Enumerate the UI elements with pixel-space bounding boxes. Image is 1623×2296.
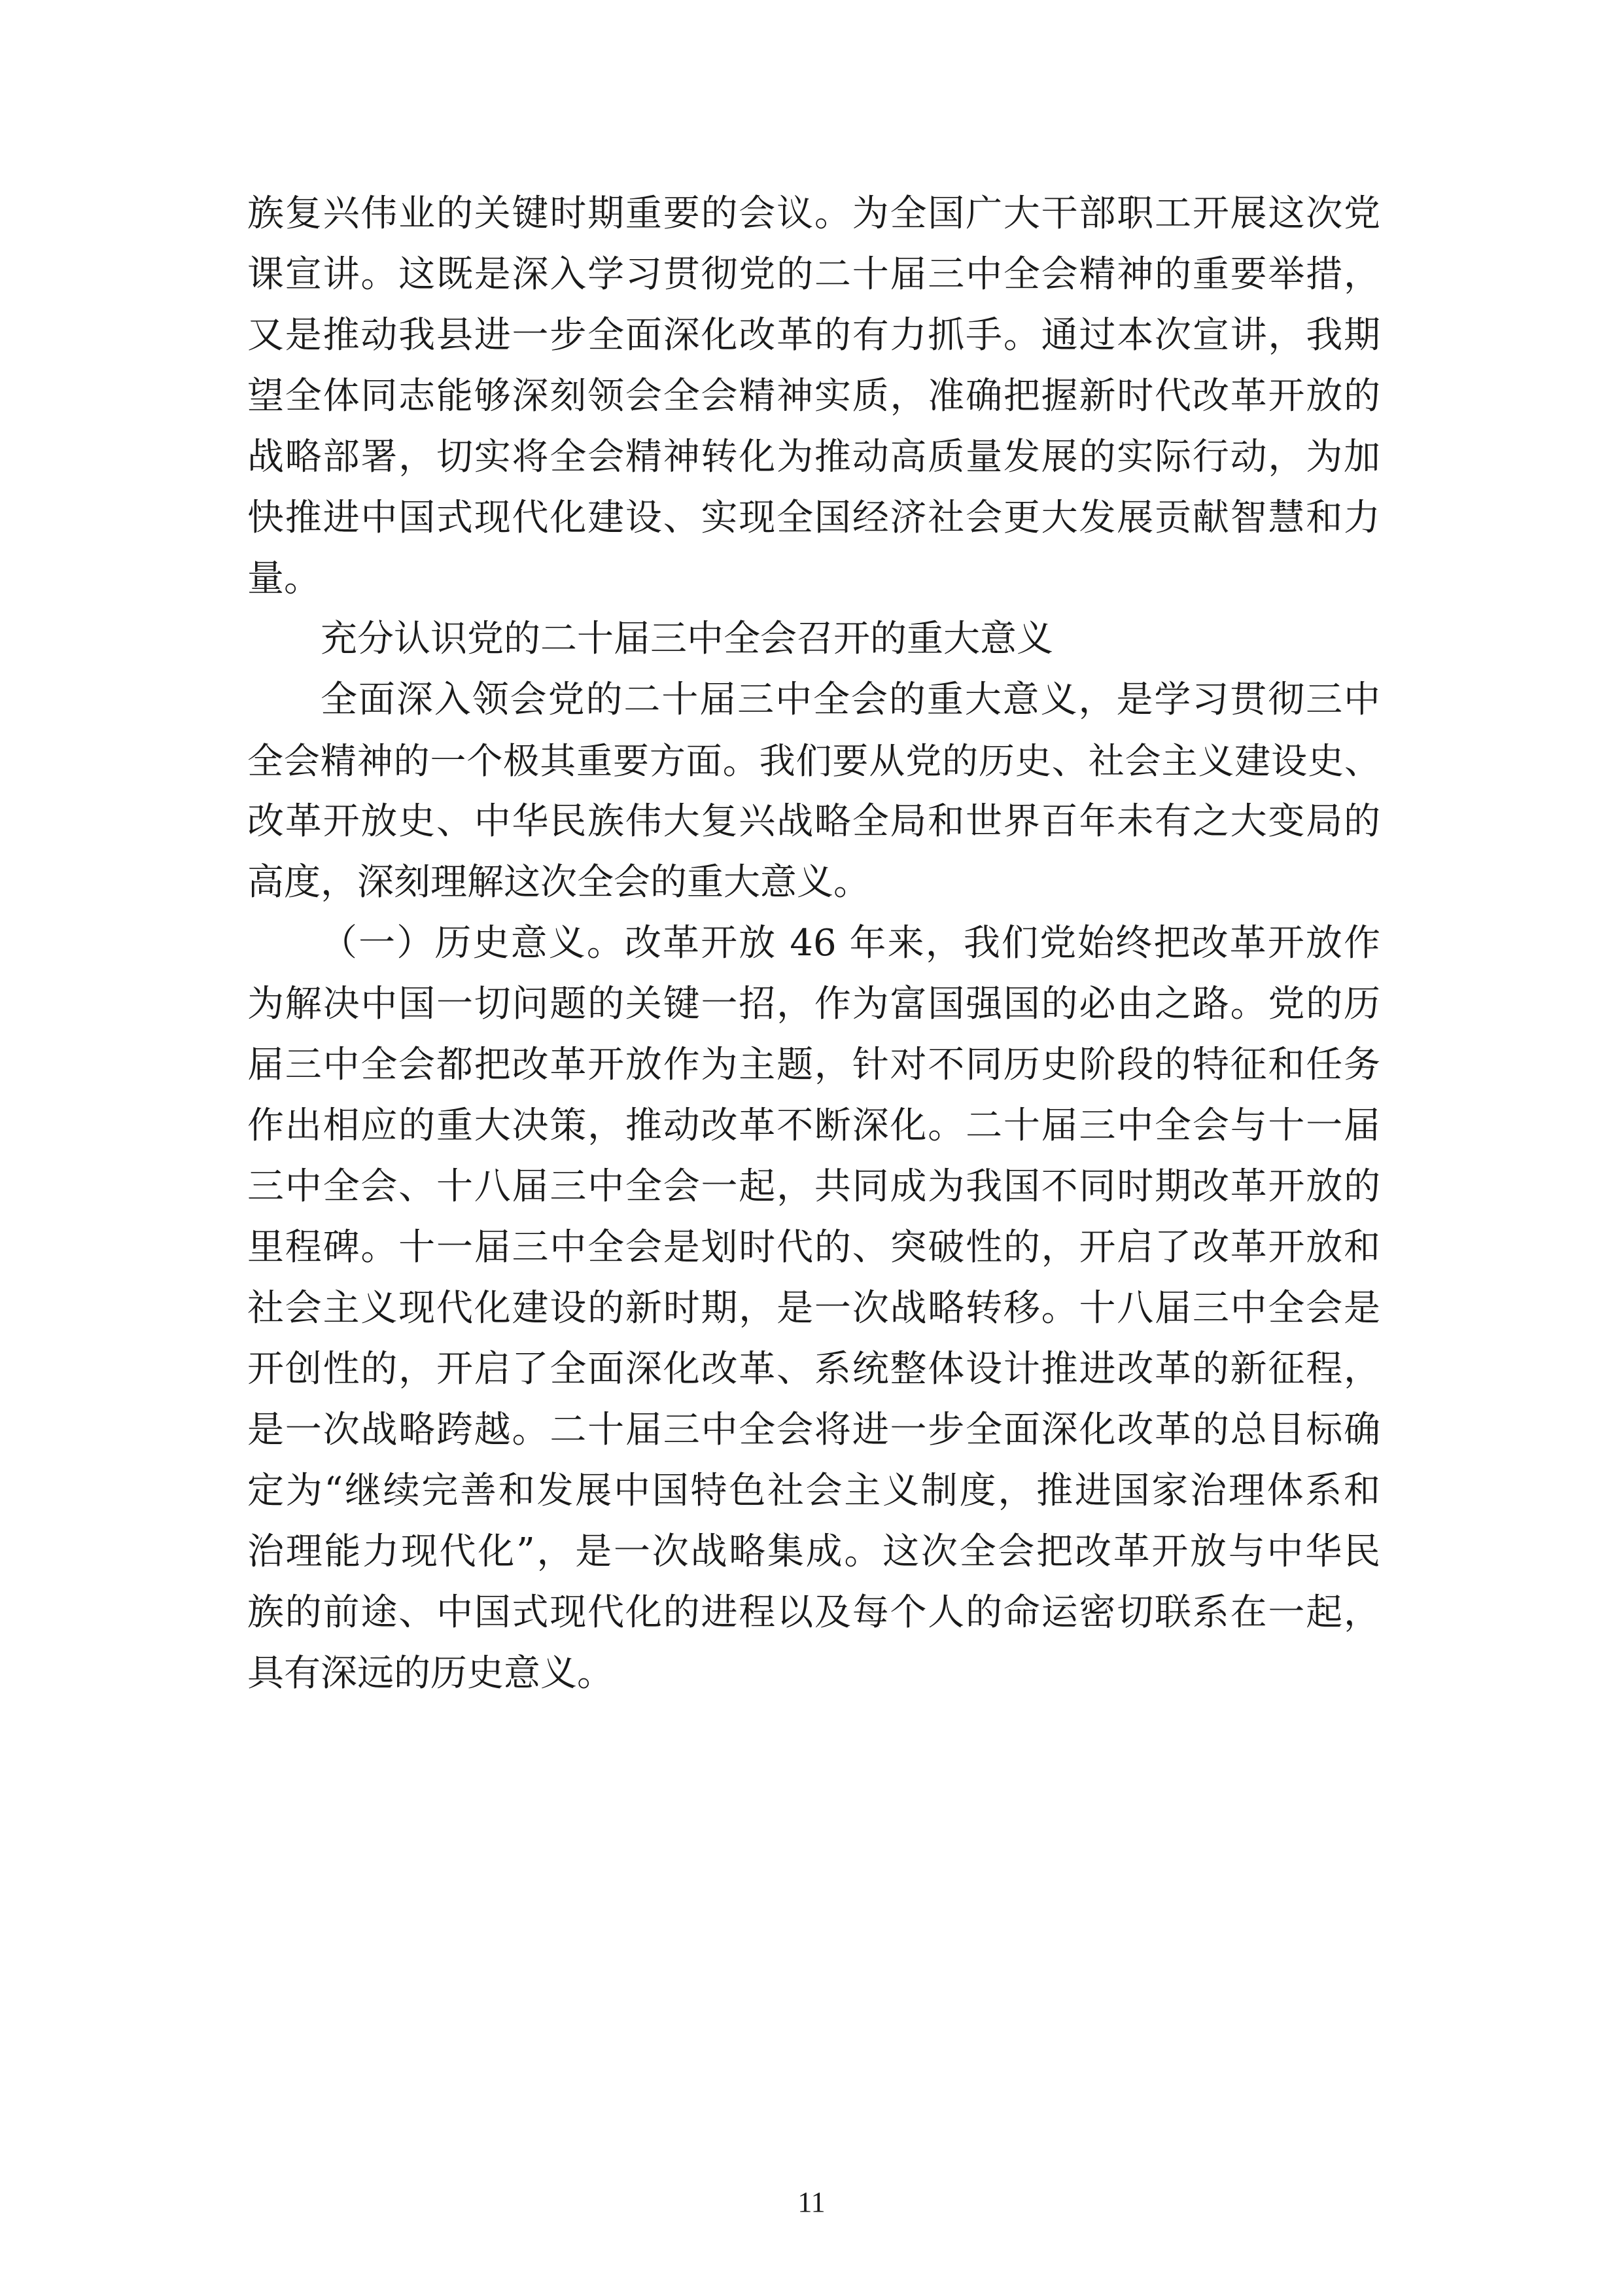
- page-number: 11: [797, 2186, 826, 2218]
- paragraph-line: （一）历史意义。改革开放 46 年来，我们党始终把改革开放作: [321, 922, 1380, 964]
- paragraph-line: 为解决中国一切问题的关键一招，作为富国强国的必由之路。党的历: [247, 983, 1380, 1025]
- paragraph-line: 开创性的，开启了全面深化改革、系统整体设计推进改革的新征程，: [247, 1348, 1380, 1390]
- paragraph-line: 改革开放史、中华民族伟大复兴战略全局和世界百年未有之大变局的: [247, 800, 1380, 843]
- paragraph-line: 治理能力现代化”，是一次战略集成。这次全会把改革开放与中华民: [247, 1530, 1380, 1573]
- paragraph-line: 全会精神的一个极其重要方面。我们要从党的历史、社会主义建设史、: [247, 740, 1380, 782]
- paragraph-line: 是一次战略跨越。二十届三中全会将进一步全面深化改革的总目标确: [247, 1409, 1380, 1451]
- paragraph-line: 快推进中国式现代化建设、实现全国经济社会更大发展贡献智慧和力: [247, 497, 1380, 539]
- paragraph-line: 社会主义现代化建设的新时期，是一次战略转移。十八届三中全会是: [247, 1287, 1380, 1330]
- paragraph-line: 族复兴伟业的关键时期重要的会议。为全国广大干部职工开展这次党: [247, 192, 1380, 235]
- paragraph-line: 望全体同志能够深刻领会全会精神实质，准确把握新时代改革开放的: [247, 375, 1380, 417]
- paragraph-line: 届三中全会都把改革开放作为主题，针对不同历史阶段的特征和任务: [247, 1044, 1380, 1086]
- paragraph-line: 三中全会、十八届三中全会一起，共同成为我国不同时期改革开放的: [247, 1165, 1380, 1208]
- section-heading: 充分认识党的二十届三中全会召开的重大意义: [321, 618, 1053, 660]
- paragraph-line: 课宣讲。这既是深入学习贯彻党的二十届三中全会精神的重要举措，: [247, 253, 1380, 296]
- paragraph-line: 又是推动我县进一步全面深化改革的有力抓手。通过本次宣讲，我期: [247, 314, 1380, 357]
- paragraph-line: 定为“继续完善和发展中国特色社会主义制度，推进国家治理体系和: [247, 1470, 1380, 1512]
- paragraph-line: 战略部署，切实将全会精神转化为推动高质量发展的实际行动，为加: [247, 436, 1380, 478]
- paragraph-line: 量。: [247, 557, 321, 600]
- paragraph-line: 里程碑。十一届三中全会是划时代的、突破性的，开启了改革开放和: [247, 1226, 1380, 1269]
- paragraph-line: 具有深远的历史意义。: [247, 1652, 614, 1695]
- paragraph-line: 全面深入领会党的二十届三中全会的重大意义，是学习贯彻三中: [321, 679, 1380, 721]
- paragraph-line: 作出相应的重大决策，推动改革不断深化。二十届三中全会与十一届: [247, 1104, 1380, 1147]
- paragraph-line: 高度，深刻理解这次全会的重大意义。: [247, 861, 870, 904]
- paragraph-line: 族的前途、中国式现代化的进程以及每个人的命运密切联系在一起，: [247, 1591, 1380, 1634]
